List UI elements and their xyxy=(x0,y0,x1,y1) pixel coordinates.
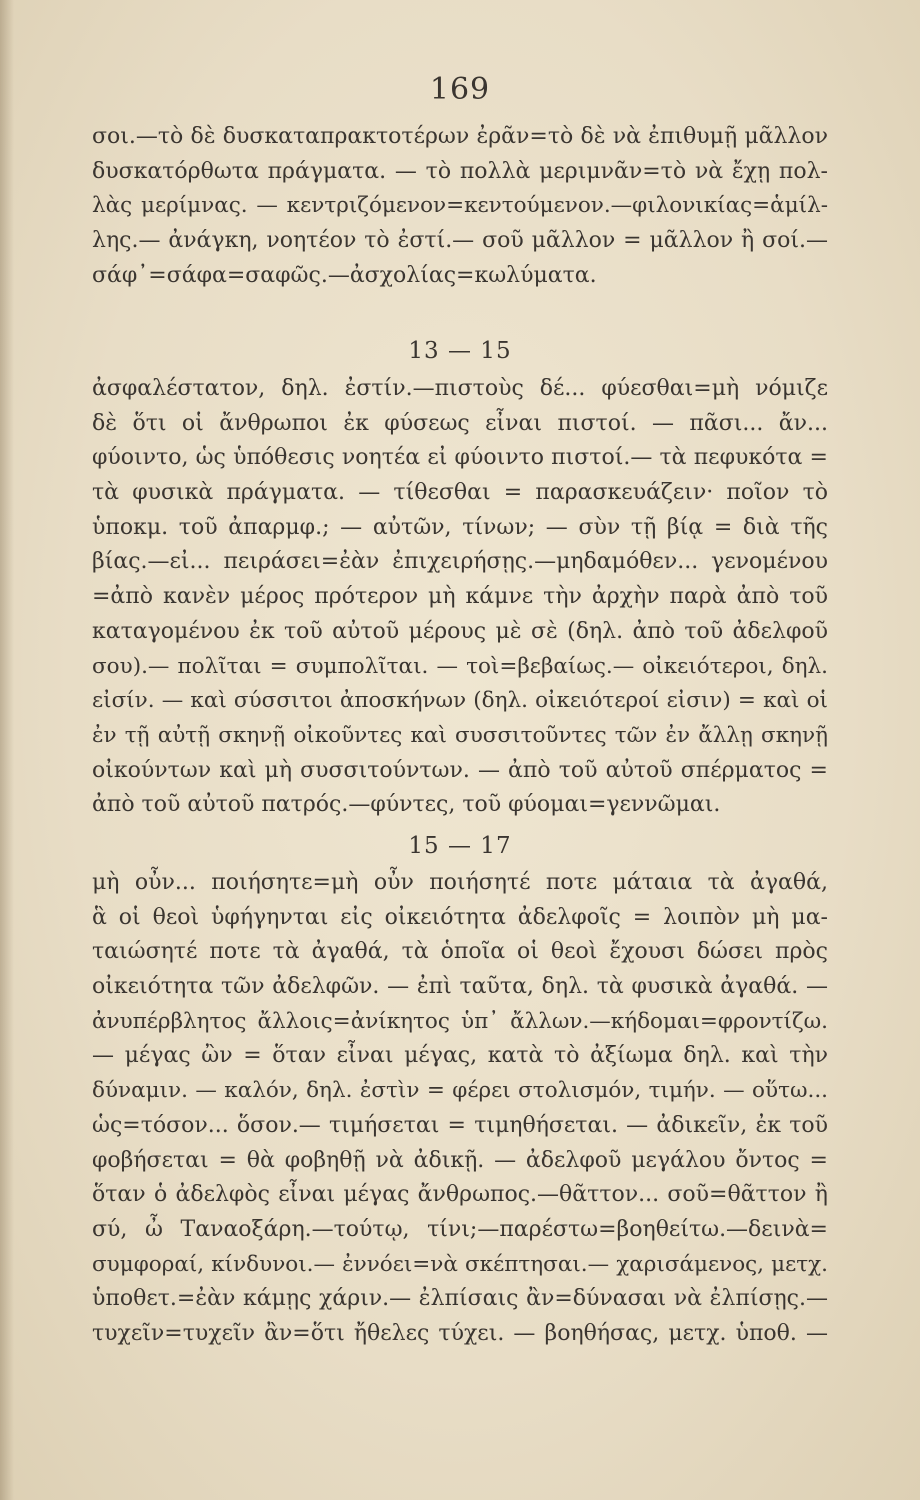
text-line: σου).— πολῖται = συμπολῖται. — τοὶ=βεβαίως.— οἰκειότεροι, δηλ. xyxy=(92,653,828,679)
text-line: δυσκατόρθωτα πράγματα. — τὸ πολλὰ μεριμνᾶν=τὸ νὰ ἔχῃ πολ- xyxy=(92,158,828,184)
text-line: τὰ φυσικὰ πράγματα. — τίθεσθαι = παρασκευάζειν· ποῖον τὸ xyxy=(92,480,828,506)
page-number: 169 xyxy=(429,72,491,107)
text-line: ἀπὸ τοῦ αὐτοῦ πατρός.—φύντες, τοῦ φύομαι=γεννῶμαι. xyxy=(92,792,721,818)
text-line: ὑποκμ. τοῦ ἀπαρμφ.; — αὐτῶν, τίνων; — σὺν τῇ βίᾳ = διὰ τῆς xyxy=(92,514,828,540)
text-line: φοβήσεται = θὰ φοβηθῇ νὰ ἀδικῇ. — ἀδελφοῦ μεγάλου ὄντος = xyxy=(92,1147,828,1173)
text-line: βίας.—εἰ... πειράσει=ἐὰν ἐπιχειρήσῃς.—μηδαμόθεν... γενομένου xyxy=(92,549,828,575)
paragraph-continuation xyxy=(92,120,828,293)
text-line: ἀνυπέρβλητος ἄλλοις=ἀνίκητος ὑπ᾽ ἄλλων.—κήδομαι=φροντίζω. xyxy=(92,1008,828,1034)
section-heading: 13 — 15 xyxy=(408,338,512,364)
text-line: εἰσίν. — καὶ σύσσιτοι ἀποσκήνων (δηλ. οἰκειότεροί εἰσιν) = καὶ οἱ xyxy=(92,688,828,714)
text-line: σάφ᾽=σάφα=σαφῶς.—ἀσχολίας=κωλύματα. xyxy=(92,262,597,288)
text-line: ἀσφαλέστατον, δηλ. ἐστίν.—πιστοὺς δέ... φύεσθαι=μὴ νόμιζε xyxy=(92,376,828,401)
text-line: ἐν τῇ αὐτῇ σκηνῇ οἰκοῦντες καὶ συσσιτοῦντες τῶν ἐν ἄλλῃ σκηνῇ xyxy=(92,722,828,748)
text-line: τυχεῖν=τυχεῖν ἂν=ὅτι ἤθελες τύχει. — βοηθήσας, μετχ. ὑποθ. — xyxy=(92,1320,828,1346)
text-line: λης.— ἀνάγκη, νοητέον τὸ ἐστί.— σοῦ μᾶλλον = μᾶλλον ἢ σοί.— xyxy=(92,228,828,254)
text-line: φύοιντο, ὡς ὑπόθεσις νοητέα εἰ φύοιντο πιστοί.— τὰ πεφυκότα = xyxy=(92,445,828,471)
text-line: οἰκειότητα τῶν ἀδελφῶν. — ἐπὶ ταῦτα, δηλ. τὰ φυσικὰ ἀγαθά. — xyxy=(92,974,828,1000)
text-line: — μέγας ὢν = ὅταν εἶναι μέγας, κατὰ τὸ ἀξίωμα δηλ. καὶ τὴν xyxy=(92,1043,828,1069)
text-line: ταιώσητέ ποτε τὰ ἀγαθά, τὰ ὁποῖα οἱ θεοὶ ἔχουσι δώσει πρὸς xyxy=(92,939,828,965)
section-heading: 15 — 17 xyxy=(408,833,512,859)
text-line: ὡς=τόσον... ὅσον.— τιμήσεται = τιμηθήσεται. — ἀδικεῖν, ἐκ τοῦ xyxy=(92,1112,828,1138)
paragraph-notes xyxy=(92,372,828,823)
text-line: οἰκούντων καὶ μὴ συσσιτούντων. — ἀπὸ τοῦ αὐτοῦ σπέρματος = xyxy=(92,757,828,783)
text-line: ὑποθετ.=ἐὰν κάμῃς χάριν.— ἐλπίσαις ἂν=δύνασαι νὰ ἐλπίσῃς.— xyxy=(92,1286,828,1312)
text-line: συμφοραί, κίνδυνοι.— ἐννόει=νὰ σκέπτησαι.— χαρισάμενος, μετχ. xyxy=(92,1251,828,1277)
text-line: ὅταν ὁ ἀδελφὸς εἶναι μέγας ἄνθρωπος.—θᾶττον... σοῦ=θᾶττον ἢ xyxy=(92,1182,828,1208)
text-line: δύναμιν. — καλόν, δηλ. ἐστὶν = φέρει στολισμόν, τιμήν. — οὕτω... xyxy=(92,1078,828,1104)
text-line: μὴ οὖν... ποιήσητε=μὴ οὖν ποιήσητέ ποτε μάταια τὰ ἀγαθά, xyxy=(92,870,828,895)
text-line: δὲ ὅτι οἱ ἄνθρωποι ἐκ φύσεως εἶναι πιστοί. — πᾶσι... ἄν... xyxy=(92,410,828,436)
page-edge-shadow xyxy=(0,0,14,1500)
paragraph-notes xyxy=(92,866,828,1352)
text-line: καταγομένου ἐκ τοῦ αὐτοῦ μέρους μὲ σὲ (δηλ. ἀπὸ τοῦ ἀδελφοῦ xyxy=(92,618,828,644)
text-line: ἃ οἱ θεοὶ ὑφήγηνται εἰς οἰκειότητα ἀδελφοῖς = λοιπὸν μὴ μα- xyxy=(92,904,828,930)
text-line: λὰς μερίμνας. — κεντριζόμενον=κεντούμενον.—φιλονικίας=ἁμίλ- xyxy=(92,193,828,219)
text-line: σύ, ὦ Ταναοξάρη.—τούτῳ, τίνι;—παρέστω=βοηθείτω.—δεινὰ= xyxy=(92,1216,828,1242)
text-line: =ἀπὸ κανὲν μέρος πρότερον μὴ κάμνε τὴν ἀρχὴν παρὰ ἀπὸ τοῦ xyxy=(92,584,828,610)
text-line: σοι.—τὸ δὲ δυσκαταπρακτοτέρων ἐρᾶν=τὸ δὲ νὰ ἐπιθυμῇ μᾶλλον xyxy=(92,124,828,149)
